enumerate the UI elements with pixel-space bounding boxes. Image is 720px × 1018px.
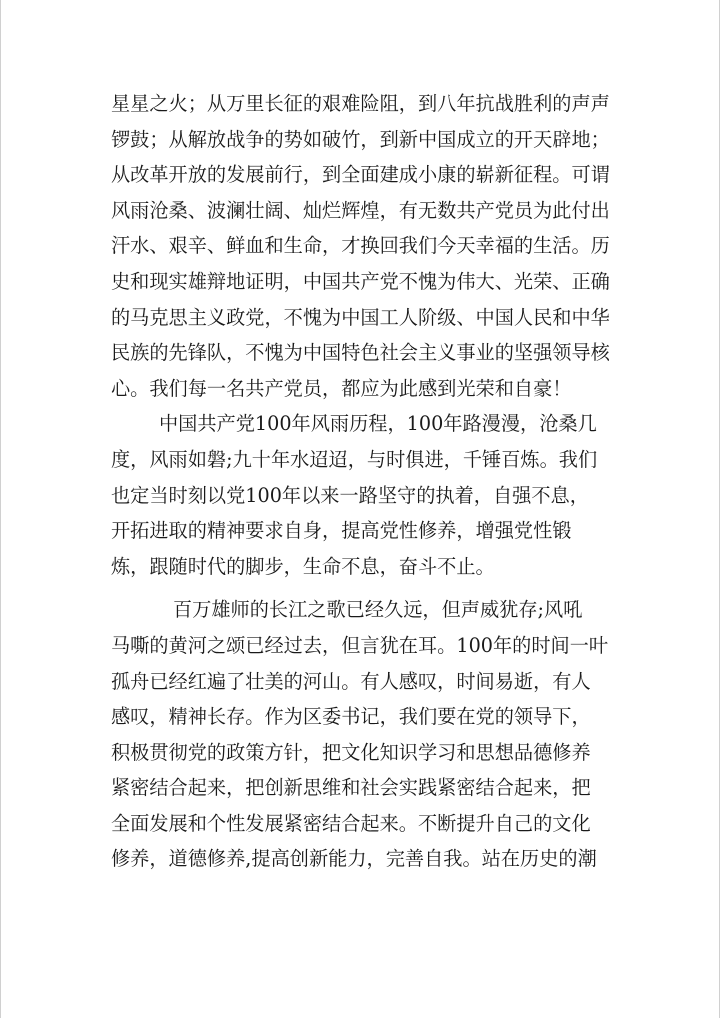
text-line: 心。我们每一名共产党员，都应为此感到光荣和自豪！	[111, 376, 572, 400]
text-line: 炼，跟随时代的脚步，生命不息，奋斗不止。	[111, 554, 495, 578]
document-body	[111, 86, 631, 877]
text-line: 民族的先锋队，不愧为中国特色社会主义事业的坚强领导核	[111, 341, 610, 365]
text-line: 百万雄师的长江之歌已经久远，但声威犹存;风吼	[173, 598, 583, 622]
paragraph-1	[111, 86, 631, 406]
paragraph-2	[111, 406, 631, 584]
text-line: 马嘶的黄河之颂已经过去，但言犹在耳。100年的时间一叶	[111, 633, 609, 657]
text-line: 修养，道德修养,提高创新能力，完善自我。站在历史的潮	[111, 847, 597, 871]
text-line: 也定当时刻以党100年以来一路坚守的执着，自强不息，	[111, 483, 589, 507]
text-line: 开拓进取的精神要求自身，提高党性修养，增强党性锻	[111, 519, 572, 543]
text-line: 汗水、艰辛、鲜血和生命，才换回我们今天幸福的生活。历	[111, 234, 610, 258]
paragraph-spacer	[111, 584, 631, 592]
text-line: 孤舟已经红遍了壮美的河山。有人感叹，时间易逝，有人	[111, 669, 591, 693]
text-line: 紧密结合起来，把创新思维和社会实践紧密结合起来，把	[111, 776, 591, 800]
text-line: 度，风雨如磐;九十年水迢迢，与时俱进，千锤百炼。我们	[111, 447, 598, 471]
paragraph-3	[111, 592, 631, 877]
text-line: 感叹，精神长存。作为区委书记，我们要在党的领导下，	[111, 705, 591, 729]
text-line: 锣鼓；从解放战争的势如破竹，到新中国成立的开天辟地；	[111, 127, 610, 151]
text-line: 从改革开放的发展前行，到全面建成小康的崭新征程。可谓	[111, 163, 610, 187]
text-line: 风雨沧桑、波澜壮阔、灿烂辉煌，有无数共产党员为此付出	[111, 198, 610, 222]
text-line: 史和现实雄辩地证明，中国共产党不愧为伟大、光荣、正确	[111, 269, 610, 293]
text-line: 积极贯彻党的政策方针，把文化知识学习和思想品德修养	[111, 740, 591, 764]
text-line: 的马克思主义政党，不愧为中国工人阶级、中国人民和中华	[111, 305, 610, 329]
text-line: 中国共产党100年风雨历程，100年路漫漫，沧桑几	[159, 412, 597, 436]
text-line: 全面发展和个性发展紧密结合起来。不断提升自己的文化	[111, 811, 591, 835]
text-line: 星星之火；从万里长征的艰难险阻，到八年抗战胜利的声声	[111, 92, 610, 115]
